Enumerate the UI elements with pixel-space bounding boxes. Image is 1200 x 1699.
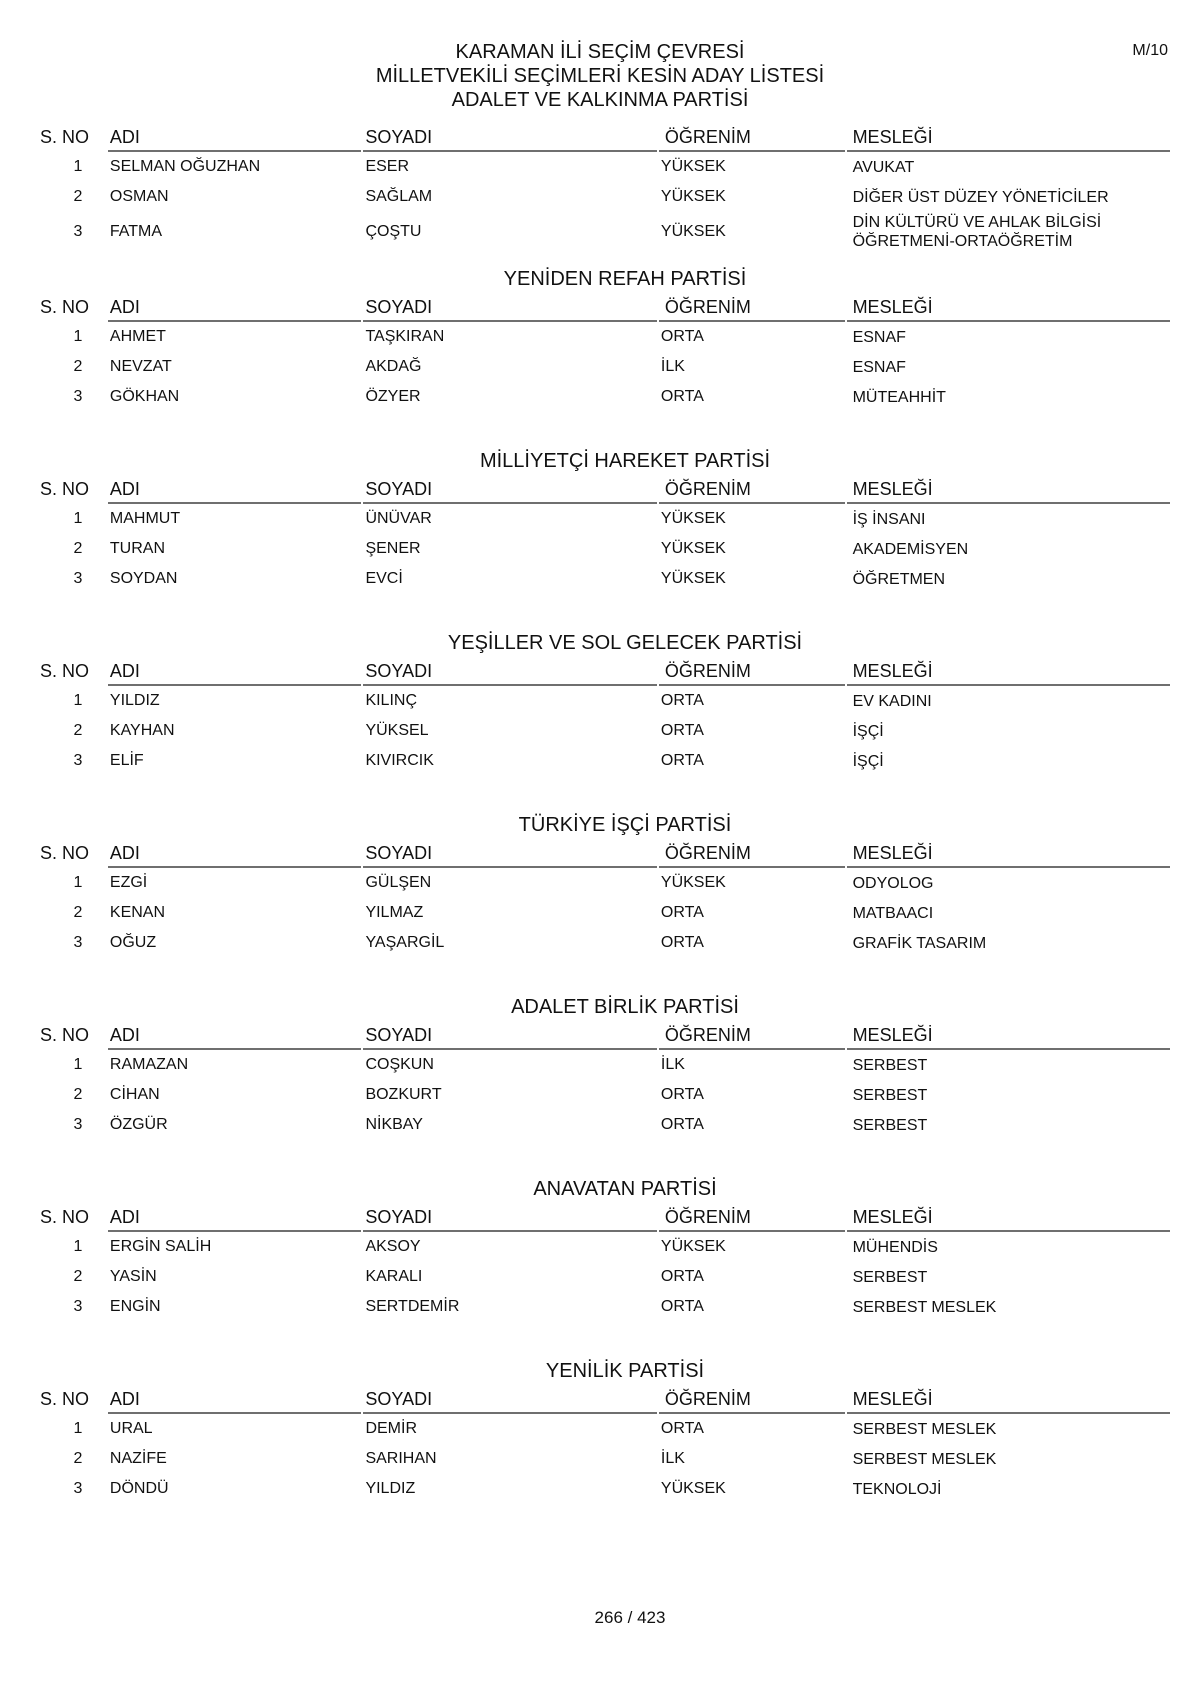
cell-ad: EZGİ xyxy=(109,874,148,891)
table-row xyxy=(40,504,1170,534)
column-header-soyad: SOYADI xyxy=(363,1386,656,1414)
cell-meslek: DİN KÜLTÜRÜ VE AHLAK BİLGİSİ ÖĞRETMENİ-ORTAÖĞRETİM xyxy=(852,214,1102,250)
cell-meslek: MATBAACI xyxy=(852,904,934,922)
cell-no: 3 xyxy=(73,388,83,405)
cell-ad: GÖKHAN xyxy=(109,388,180,405)
party-section xyxy=(40,1356,1170,1538)
header-constituency: KARAMAN İLİ SEÇİM ÇEVRESİ xyxy=(455,41,745,63)
party-section xyxy=(40,124,1170,264)
cell-ad: KAYHAN xyxy=(109,722,175,739)
cell-meslek: ESNAF xyxy=(852,328,906,346)
table-row xyxy=(40,212,1170,252)
cell-no: 3 xyxy=(73,934,83,951)
cell-ogrenim: ORTA xyxy=(660,1268,704,1285)
cell-ad: TURAN xyxy=(109,540,165,557)
cell-ogrenim: ORTA xyxy=(660,328,704,345)
table-row xyxy=(40,1110,1170,1140)
column-header-soyad: SOYADI xyxy=(363,658,656,686)
cell-no: 1 xyxy=(73,510,83,527)
table-row xyxy=(40,868,1170,898)
cell-meslek: TEKNOLOJİ xyxy=(852,1480,942,1498)
column-header-meslek: MESLEĞİ xyxy=(847,840,1170,868)
column-header-meslek: MESLEĞİ xyxy=(847,1204,1170,1232)
column-header-meslek: MESLEĞİ xyxy=(847,1022,1170,1050)
table-row xyxy=(40,1050,1170,1080)
cell-meslek: MÜTEAHHİT xyxy=(852,388,946,406)
cell-ogrenim: İLK xyxy=(660,358,685,375)
cell-meslek: MÜHENDİS xyxy=(852,1238,938,1256)
cell-meslek: ESNAF xyxy=(852,358,906,376)
table-row xyxy=(40,152,1170,182)
column-header-ad: ADI xyxy=(108,476,362,504)
party-title: YENİLİK PARTİSİ xyxy=(545,1360,705,1382)
cell-soyad: KARALI xyxy=(365,1268,423,1285)
column-header-soyad: SOYADI xyxy=(363,124,656,152)
table-row xyxy=(40,928,1170,958)
cell-ogrenim: YÜKSEK xyxy=(660,158,726,175)
party-section xyxy=(40,992,1170,1174)
party-title: MİLLİYETÇİ HAREKET PARTİSİ xyxy=(479,450,771,472)
cell-no: 1 xyxy=(73,1056,83,1073)
column-header-no: S. NO xyxy=(40,1389,90,1409)
column-header-soyad: SOYADI xyxy=(363,1204,656,1232)
party-title: YENİDEN REFAH PARTİSİ xyxy=(503,268,747,290)
party-title: ADALET BİRLİK PARTİSİ xyxy=(511,996,739,1018)
cell-soyad: NİKBAY xyxy=(365,1116,423,1133)
cell-ad: NAZİFE xyxy=(109,1450,167,1467)
cell-no: 1 xyxy=(73,874,83,891)
cell-ad: AHMET xyxy=(109,328,166,345)
party-section xyxy=(40,810,1170,992)
column-header-no: S. NO xyxy=(40,1207,90,1227)
table-row xyxy=(40,564,1170,594)
cell-meslek: SERBEST xyxy=(852,1116,928,1134)
cell-ogrenim: YÜKSEK xyxy=(660,540,726,557)
column-header-ad: ADI xyxy=(108,124,362,152)
cell-no: 3 xyxy=(73,1480,83,1497)
cell-ogrenim: ORTA xyxy=(660,1420,704,1437)
table-row xyxy=(40,352,1170,382)
cell-no: 3 xyxy=(73,1116,83,1133)
cell-ad: DÖNDÜ xyxy=(109,1480,169,1497)
document-header xyxy=(0,40,1200,112)
column-header-no: S. NO xyxy=(40,1025,90,1045)
cell-ad: ELİF xyxy=(109,752,144,769)
cell-ad: ENGİN xyxy=(109,1298,161,1315)
column-header-meslek: MESLEĞİ xyxy=(847,476,1170,504)
cell-meslek: İŞÇİ xyxy=(852,752,884,770)
cell-ogrenim: İLK xyxy=(660,1450,685,1467)
column-header-ad: ADI xyxy=(108,658,362,686)
column-header-soyad: SOYADI xyxy=(363,1022,656,1050)
cell-no: 2 xyxy=(73,904,83,921)
cell-ad: FATMA xyxy=(109,223,163,240)
column-header-meslek: MESLEĞİ xyxy=(847,658,1170,686)
table-row xyxy=(40,182,1170,212)
column-header-ogrenim: ÖĞRENİM xyxy=(659,1022,845,1050)
cell-ogrenim: YÜKSEK xyxy=(660,570,726,587)
cell-ad: NEVZAT xyxy=(109,358,172,375)
cell-ogrenim: ORTA xyxy=(660,692,704,709)
cell-ogrenim: YÜKSEK xyxy=(660,223,726,240)
cell-meslek: İŞÇİ xyxy=(852,722,884,740)
cell-ogrenim: İLK xyxy=(660,1056,685,1073)
cell-ad: OĞUZ xyxy=(109,934,157,951)
table-header-row xyxy=(40,1386,1170,1414)
column-header-ogrenim: ÖĞRENİM xyxy=(659,658,845,686)
page-number: 266 / 423 xyxy=(594,1608,666,1627)
cell-no: 3 xyxy=(73,752,83,769)
party-section xyxy=(40,264,1170,446)
cell-soyad: SARIHAN xyxy=(365,1450,437,1467)
cell-soyad: ESER xyxy=(365,158,410,175)
cell-ogrenim: ORTA xyxy=(660,722,704,739)
cell-no: 3 xyxy=(73,570,83,587)
cell-ad: SOYDAN xyxy=(109,570,178,587)
cell-meslek: ODYOLOG xyxy=(852,874,934,892)
cell-meslek: ÖĞRETMEN xyxy=(852,570,946,588)
column-header-ogrenim: ÖĞRENİM xyxy=(659,1204,845,1232)
party-title: TÜRKİYE İŞÇİ PARTİSİ xyxy=(518,814,732,836)
table-header-row xyxy=(40,124,1170,152)
cell-ogrenim: YÜKSEK xyxy=(660,510,726,527)
column-header-no: S. NO xyxy=(40,843,90,863)
cell-meslek: SERBEST MESLEK xyxy=(852,1298,997,1316)
cell-no: 2 xyxy=(73,540,83,557)
cell-soyad: AKDAĞ xyxy=(365,358,422,375)
party-title: ADALET VE KALKINMA PARTİSİ xyxy=(451,89,749,111)
column-header-ogrenim: ÖĞRENİM xyxy=(659,476,845,504)
column-header-ogrenim: ÖĞRENİM xyxy=(659,294,845,322)
cell-no: 1 xyxy=(73,158,83,175)
party-title: YEŞİLLER VE SOL GELECEK PARTİSİ xyxy=(447,632,803,654)
cell-ad: ÖZGÜR xyxy=(109,1116,168,1133)
cell-soyad: SAĞLAM xyxy=(365,188,433,205)
column-header-no: S. NO xyxy=(40,127,90,147)
cell-no: 3 xyxy=(73,223,83,240)
table-header-row xyxy=(40,1022,1170,1050)
cell-soyad: AKSOY xyxy=(365,1238,421,1255)
column-header-ogrenim: ÖĞRENİM xyxy=(659,1386,845,1414)
column-header-no: S. NO xyxy=(40,297,90,317)
table-row xyxy=(40,1262,1170,1292)
cell-no: 1 xyxy=(73,1420,83,1437)
cell-soyad: GÜLŞEN xyxy=(365,874,432,891)
cell-soyad: YAŞARGİL xyxy=(365,934,445,951)
party-section xyxy=(40,446,1170,628)
column-header-ad: ADI xyxy=(108,1386,362,1414)
cell-soyad: COŞKUN xyxy=(365,1056,434,1073)
cell-ogrenim: ORTA xyxy=(660,388,704,405)
cell-soyad: TAŞKIRAN xyxy=(365,328,445,345)
cell-soyad: BOZKURT xyxy=(365,1086,442,1103)
cell-soyad: SERTDEMİR xyxy=(365,1298,460,1315)
table-row xyxy=(40,1414,1170,1444)
cell-meslek: GRAFİK TASARIM xyxy=(852,934,987,952)
cell-no: 1 xyxy=(73,692,83,709)
cell-ad: YILDIZ xyxy=(109,692,160,709)
cell-meslek: DİĞER ÜST DÜZEY YÖNETİCİLER xyxy=(852,188,1109,206)
column-header-ad: ADI xyxy=(108,840,362,868)
table-header-row xyxy=(40,294,1170,322)
table-row xyxy=(40,1292,1170,1322)
column-header-meslek: MESLEĞİ xyxy=(847,124,1170,152)
cell-soyad: ÇOŞTU xyxy=(365,223,422,240)
column-header-soyad: SOYADI xyxy=(363,294,656,322)
cell-meslek: SERBEST xyxy=(852,1268,928,1286)
table-row xyxy=(40,322,1170,352)
cell-ogrenim: ORTA xyxy=(660,1116,704,1133)
cell-ogrenim: ORTA xyxy=(660,1298,704,1315)
column-header-ad: ADI xyxy=(108,1204,362,1232)
cell-soyad: YILMAZ xyxy=(365,904,424,921)
cell-ad: MAHMUT xyxy=(109,510,181,527)
cell-ogrenim: ORTA xyxy=(660,1086,704,1103)
table-header-row xyxy=(40,1204,1170,1232)
table-row xyxy=(40,686,1170,716)
header-list-title: MİLLETVEKİLİ SEÇİMLERİ KESİN ADAY LİSTESİ xyxy=(375,65,825,87)
cell-ad: OSMAN xyxy=(109,188,169,205)
table-header-row xyxy=(40,658,1170,686)
cell-ogrenim: YÜKSEK xyxy=(660,1238,726,1255)
cell-meslek: AVUKAT xyxy=(852,158,915,176)
column-header-ogrenim: ÖĞRENİM xyxy=(659,840,845,868)
cell-soyad: KILINÇ xyxy=(365,692,418,709)
cell-soyad: EVCİ xyxy=(365,570,403,587)
cell-meslek: SERBEST xyxy=(852,1056,928,1074)
table-header-row xyxy=(40,840,1170,868)
cell-no: 1 xyxy=(73,1238,83,1255)
cell-ad: YASİN xyxy=(109,1268,157,1285)
cell-no: 2 xyxy=(73,1450,83,1467)
column-header-no: S. NO xyxy=(40,479,90,499)
table-row xyxy=(40,534,1170,564)
column-header-meslek: MESLEĞİ xyxy=(847,294,1170,322)
table-row xyxy=(40,1474,1170,1504)
table-row xyxy=(40,1444,1170,1474)
cell-meslek: SERBEST xyxy=(852,1086,928,1104)
cell-no: 2 xyxy=(73,722,83,739)
cell-ad: URAL xyxy=(109,1420,153,1437)
column-header-ad: ADI xyxy=(108,294,362,322)
party-title: ANAVATAN PARTİSİ xyxy=(533,1178,717,1200)
cell-ogrenim: ORTA xyxy=(660,752,704,769)
cell-soyad: ÜNÜVAR xyxy=(365,510,432,527)
column-header-ogrenim: ÖĞRENİM xyxy=(659,124,845,152)
cell-ad: ERGİN SALİH xyxy=(109,1238,212,1255)
cell-soyad: YILDIZ xyxy=(365,1480,416,1497)
cell-no: 2 xyxy=(73,1268,83,1285)
party-sections xyxy=(40,124,1170,1538)
column-header-soyad: SOYADI xyxy=(363,476,656,504)
cell-ogrenim: ORTA xyxy=(660,904,704,921)
cell-ad: RAMAZAN xyxy=(109,1056,189,1073)
cell-meslek: EV KADINI xyxy=(852,692,932,710)
cell-meslek: SERBEST MESLEK xyxy=(852,1450,997,1468)
cell-no: 2 xyxy=(73,358,83,375)
page-code: M/10 xyxy=(1132,42,1168,59)
cell-ogrenim: ORTA xyxy=(660,934,704,951)
cell-soyad: KIVIRCIK xyxy=(365,752,434,769)
cell-meslek: İŞ İNSANI xyxy=(852,510,926,528)
column-header-meslek: MESLEĞİ xyxy=(847,1386,1170,1414)
cell-ogrenim: YÜKSEK xyxy=(660,874,726,891)
cell-soyad: DEMİR xyxy=(365,1420,417,1437)
table-row xyxy=(40,746,1170,776)
cell-ogrenim: YÜKSEK xyxy=(660,188,726,205)
column-header-ad: ADI xyxy=(108,1022,362,1050)
column-header-no: S. NO xyxy=(40,661,90,681)
column-header-soyad: SOYADI xyxy=(363,840,656,868)
table-row xyxy=(40,898,1170,928)
table-row xyxy=(40,1080,1170,1110)
table-header-row xyxy=(40,476,1170,504)
cell-ogrenim: YÜKSEK xyxy=(660,1480,726,1497)
cell-no: 2 xyxy=(73,1086,83,1103)
table-row xyxy=(40,1232,1170,1262)
cell-meslek: AKADEMİSYEN xyxy=(852,540,969,558)
cell-meslek: SERBEST MESLEK xyxy=(852,1420,997,1438)
cell-no: 1 xyxy=(73,328,83,345)
cell-ad: SELMAN OĞUZHAN xyxy=(109,158,261,175)
cell-ad: KENAN xyxy=(109,904,166,921)
party-section xyxy=(40,628,1170,810)
cell-no: 3 xyxy=(73,1298,83,1315)
party-section xyxy=(40,1174,1170,1356)
table-row xyxy=(40,716,1170,746)
cell-soyad: YÜKSEL xyxy=(365,722,429,739)
cell-no: 2 xyxy=(73,188,83,205)
cell-ad: CİHAN xyxy=(109,1086,160,1103)
cell-soyad: ÖZYER xyxy=(365,388,421,405)
table-row xyxy=(40,382,1170,412)
cell-soyad: ŞENER xyxy=(365,540,421,557)
